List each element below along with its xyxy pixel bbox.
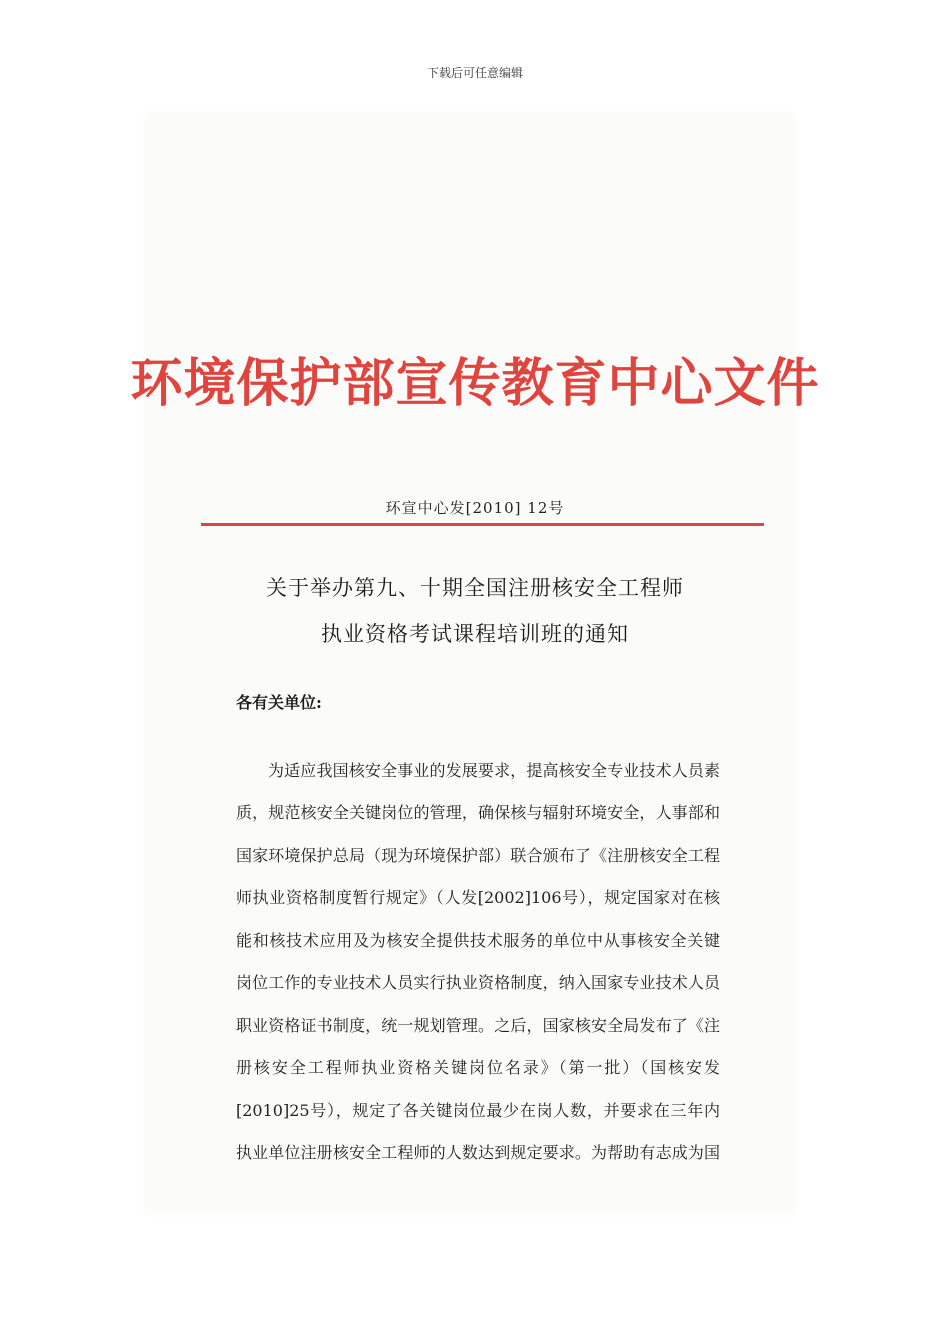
salutation: 各有关单位: xyxy=(236,693,322,712)
body-line: 质，规范核安全关键岗位的管理，确保核与辐射环境安全，人事部和 xyxy=(236,803,720,822)
body-line: 为适应我国核安全事业的发展要求，提高核安全专业技术人员素 xyxy=(268,761,720,780)
notice-title-line-2: 执业资格考试课程培训班的通知 xyxy=(321,622,629,646)
body-line: 执业单位注册核安全工程师的人数达到规定要求。为帮助有志成为国 xyxy=(236,1143,720,1162)
red-divider xyxy=(201,523,764,526)
document-heading: 环境保护部宣传教育中心文件 xyxy=(130,353,820,414)
body-line: [2010]25号），规定了各关键岗位最少在岗人数，并要求在三年内 xyxy=(236,1101,720,1120)
body-line: 职业资格证书制度，统一规划管理。之后，国家核安全局发布了《注 xyxy=(236,1016,720,1035)
header-note: 下载后可任意编辑 xyxy=(426,66,523,80)
body-line: 师执业资格制度暂行规定》（人发[2002]106号），规定国家对在核 xyxy=(236,888,720,907)
body-line: 岗位工作的专业技术人员实行执业资格制度，纳入国家专业技术人员 xyxy=(236,973,720,992)
body-line: 国家环境保护总局（现为环境保护部）联合颁布了《注册核安全工程 xyxy=(236,846,720,865)
body-line: 册核安全工程师执业资格关键岗位名录》（第一批）（国核安发 xyxy=(236,1058,720,1077)
document-number: 环宣中心发[2010] 12号 xyxy=(385,499,565,517)
scanned-page xyxy=(150,118,790,1208)
notice-title-line-1: 关于举办第九、十期全国注册核安全工程师 xyxy=(266,576,684,600)
body-line: 能和核技术应用及为核安全提供技术服务的单位中从事核安全关键 xyxy=(236,931,720,950)
